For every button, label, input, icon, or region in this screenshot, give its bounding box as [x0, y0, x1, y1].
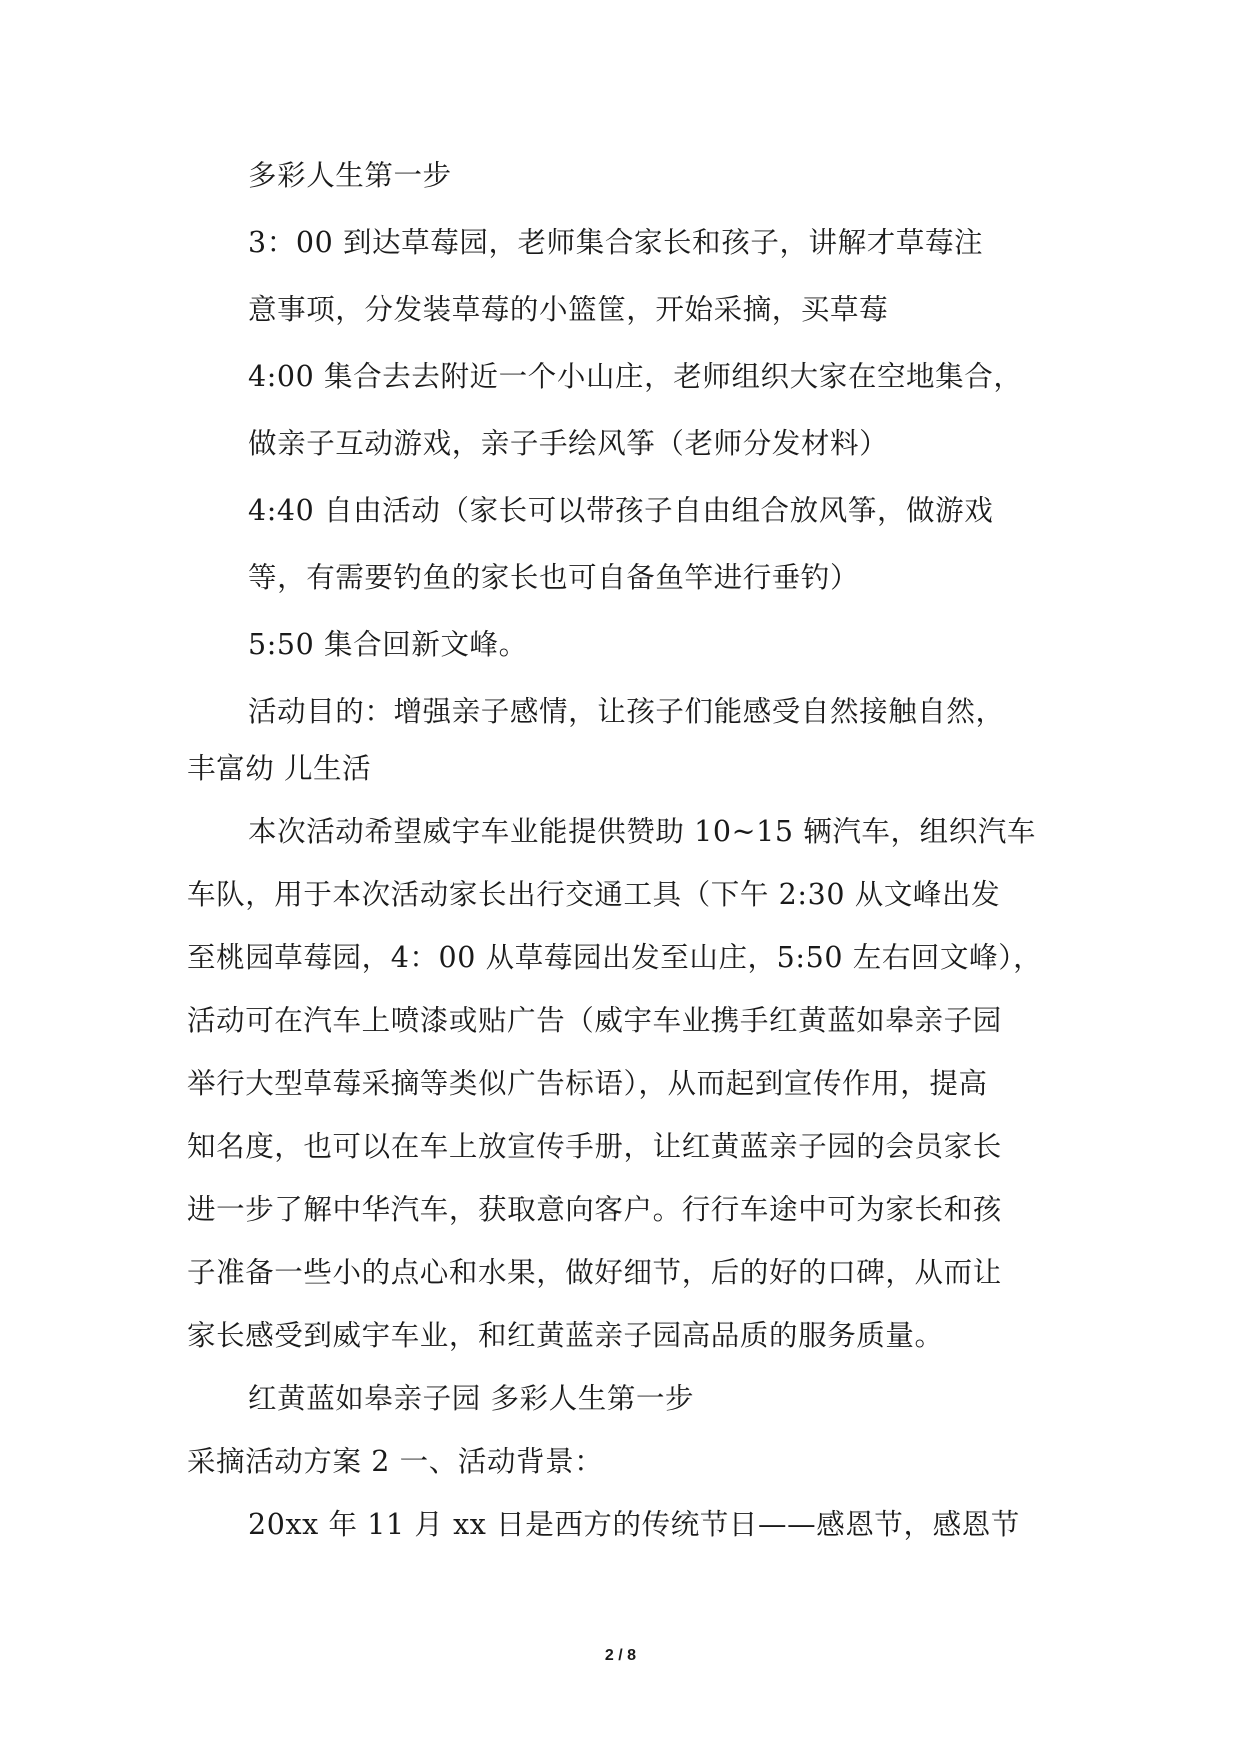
text-line-19: 家长感受到威宇车业，和红黄蓝亲子园高品质的服务质量。	[187, 1319, 944, 1352]
text-line-8: 5:50 集合回新文峰。	[248, 628, 528, 661]
text-line-14: 活动可在汽车上喷漆或贴广告（威宇车业携手红黄蓝如皋亲子园	[187, 1004, 1002, 1037]
text-line-20: 红黄蓝如皋亲子园 多彩人生第一步	[248, 1382, 695, 1415]
text-line-12: 车队，用于本次活动家长出行交通工具（下午 2:30 从文峰出发	[187, 878, 1001, 911]
text-line-7: 等，有需要钓鱼的家长也可自备鱼竿进行垂钓）	[248, 561, 860, 594]
page-number: 2 / 8	[604, 1647, 637, 1664]
text-line-13: 至桃园草莓园，4：00 从草莓园出发至山庄，5:50 左右回文峰），	[187, 941, 1043, 974]
text-line-1: 多彩人生第一步	[248, 159, 452, 192]
text-line-16: 知名度，也可以在车上放宣传手册，让红黄蓝亲子园的会员家长	[187, 1130, 1002, 1163]
text-line-15: 举行大型草莓采摘等类似广告标语），从而起到宣传作用，提高	[187, 1067, 988, 1100]
text-line-22: 20xx 年 11 月 xx 日是西方的传统节日——感恩节，感恩节	[248, 1508, 1020, 1541]
text-line-9: 活动目的：增强亲子感情，让孩子们能感受自然接触自然，	[248, 695, 1005, 728]
text-line-4: 4:00 集合去去附近一个小山庄，老师组织大家在空地集合，	[248, 360, 1023, 393]
text-line-2: 3：00 到达草莓园，老师集合家长和孩子，讲解才草莓注	[248, 226, 984, 259]
text-line-11: 本次活动希望威宇车业能提供赞助 10~15 辆汽车，组织汽车	[248, 815, 1037, 848]
text-line-18: 子准备一些小的点心和水果，做好细节，后的好的口碑，从而让	[187, 1256, 1002, 1289]
text-line-6: 4:40 自由活动（家长可以带孩子自由组合放风筝，做游戏	[248, 494, 994, 527]
text-line-17: 进一步了解中华汽车，获取意向客户。行行车途中可为家长和孩	[187, 1193, 1002, 1226]
text-line-10: 丰富幼 儿生活	[187, 752, 372, 785]
text-line-5: 做亲子互动游戏，亲子手绘风筝（老师分发材料）	[248, 427, 889, 460]
text-line-3: 意事项，分发装草莓的小篮筐，开始采摘，买草莓	[248, 293, 889, 326]
text-line-21: 采摘活动方案 2 一、活动背景：	[187, 1445, 604, 1478]
